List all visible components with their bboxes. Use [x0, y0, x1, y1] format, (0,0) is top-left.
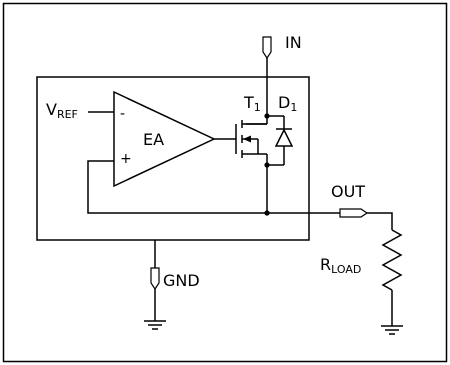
- gnd-label: GND: [163, 271, 200, 290]
- gnd-ground-icon: [144, 321, 166, 329]
- rload-ground-icon: [381, 326, 403, 334]
- out-to-load-wire: [367, 213, 392, 230]
- t1-label: T1: [244, 93, 261, 114]
- out-label: OUT: [331, 182, 366, 201]
- diode-d1: [267, 129, 292, 165]
- gnd-pin: [151, 268, 159, 289]
- outer-frame: [4, 4, 447, 362]
- mosfet-t1: [236, 120, 267, 158]
- feedback-wire: [88, 161, 267, 213]
- d1-label: D1: [278, 93, 298, 114]
- in-pin: [263, 37, 271, 58]
- rload-resistor: [383, 230, 401, 290]
- out-pin: [340, 209, 367, 217]
- vref-label: VREF: [46, 100, 78, 121]
- source-junction: [264, 162, 269, 167]
- opamp-label: EA: [143, 130, 165, 149]
- rload-label: RLOAD: [320, 255, 362, 276]
- in-label: IN: [285, 33, 302, 52]
- opamp-minus: -: [120, 106, 126, 122]
- opamp-plus: +: [120, 151, 132, 167]
